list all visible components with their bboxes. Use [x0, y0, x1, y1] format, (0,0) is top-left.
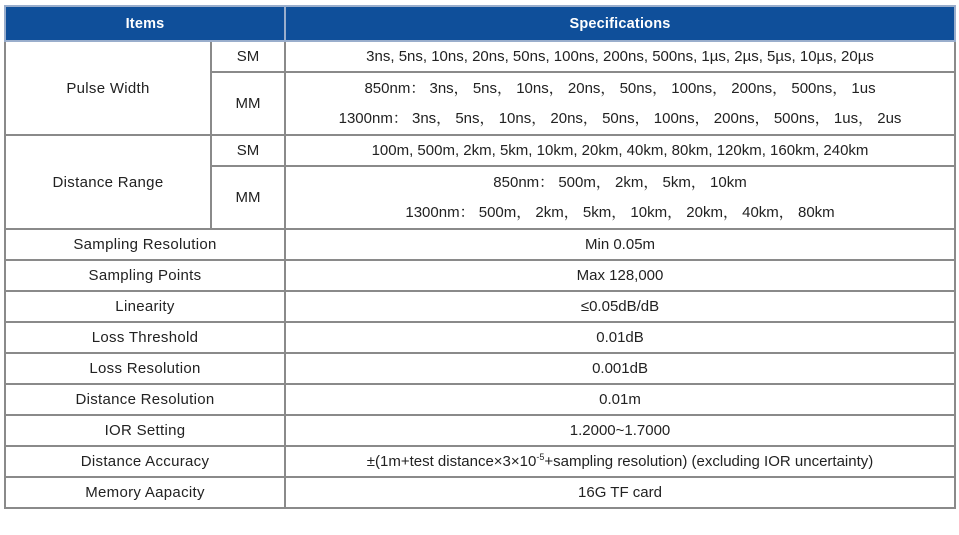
pulse-width-mm-label: MM: [211, 72, 285, 135]
sampling-points-label: Sampling Points: [5, 260, 285, 291]
sampling-resolution-value: Min 0.05m: [285, 229, 955, 260]
distance-accuracy-value: [285, 446, 955, 477]
distance-accuracy-suffix: +sampling resolution) (excluding IOR uncertainty): [544, 453, 874, 470]
ior-setting-label: IOR Setting: [5, 415, 285, 446]
table-row: [5, 260, 955, 291]
table-row: [5, 135, 955, 166]
table-row: [5, 353, 955, 384]
header-specifications: Specifications: [285, 6, 955, 41]
distance-resolution-value: 0.01m: [285, 384, 955, 415]
distance-accuracy-label: Distance Accuracy: [5, 446, 285, 477]
loss-resolution-value: 0.001dB: [285, 353, 955, 384]
pulse-width-mm-line1: 850nm： 3ns， 5ns， 10ns， 20ns， 50ns， 100ns， 200ns， 500ns， 1us: [364, 79, 876, 97]
sampling-points-value: Max 128,000: [285, 260, 955, 291]
spec-table: [4, 5, 956, 509]
table-row: [5, 384, 955, 415]
linearity-value: ≤0.05dB/dB: [285, 291, 955, 322]
table-row: [5, 477, 955, 508]
loss-resolution-label: Loss Resolution: [5, 353, 285, 384]
table-row: [5, 229, 955, 260]
pulse-width-mm-value: [285, 72, 955, 135]
distance-range-label: Distance Range: [5, 135, 211, 229]
ior-setting-value: 1.2000~1.7000: [285, 415, 955, 446]
distance-range-mm-label: MM: [211, 166, 285, 229]
pulse-width-sm-label: SM: [211, 41, 285, 72]
loss-threshold-label: Loss Threshold: [5, 322, 285, 353]
sampling-resolution-label: Sampling Resolution: [5, 229, 285, 260]
distance-range-mm-line1: 850nm： 500m， 2km， 5km， 10km: [493, 173, 747, 191]
table-row: [5, 415, 955, 446]
pulse-width-sm-value: 3ns, 5ns, 10ns, 20ns, 50ns, 100ns, 200ns, 500ns, 1µs, 2µs, 5µs, 10µs, 20µs: [285, 41, 955, 72]
spec-table-container: [4, 5, 954, 509]
table-row: [5, 291, 955, 322]
distance-range-mm-value: [285, 166, 955, 229]
pulse-width-mm-line2: 1300nm： 3ns， 5ns， 10ns， 20ns， 50ns， 100ns， 200ns， 500ns， 1us， 2us: [338, 109, 902, 127]
memory-capacity-value: 16G TF card: [285, 477, 955, 508]
table-row: [5, 322, 955, 353]
header-row: [5, 6, 955, 41]
distance-accuracy-prefix: ±(1m+test distance×3×10: [366, 453, 537, 470]
distance-resolution-label: Distance Resolution: [5, 384, 285, 415]
distance-range-mm-line2: 1300nm： 500m， 2km， 5km， 10km， 20km， 40km， 80km: [405, 203, 835, 221]
distance-accuracy-exponent: -5: [536, 452, 545, 462]
table-row: [5, 41, 955, 72]
linearity-label: Linearity: [5, 291, 285, 322]
distance-range-sm-value: 100m, 500m, 2km, 5km, 10km, 20km, 40km, 80km, 120km, 160km, 240km: [285, 135, 955, 166]
loss-threshold-value: 0.01dB: [285, 322, 955, 353]
table-row: [5, 446, 955, 477]
distance-range-sm-label: SM: [211, 135, 285, 166]
memory-capacity-label: Memory Aapacity: [5, 477, 285, 508]
header-items: Items: [5, 6, 285, 41]
pulse-width-label: Pulse Width: [5, 41, 211, 135]
